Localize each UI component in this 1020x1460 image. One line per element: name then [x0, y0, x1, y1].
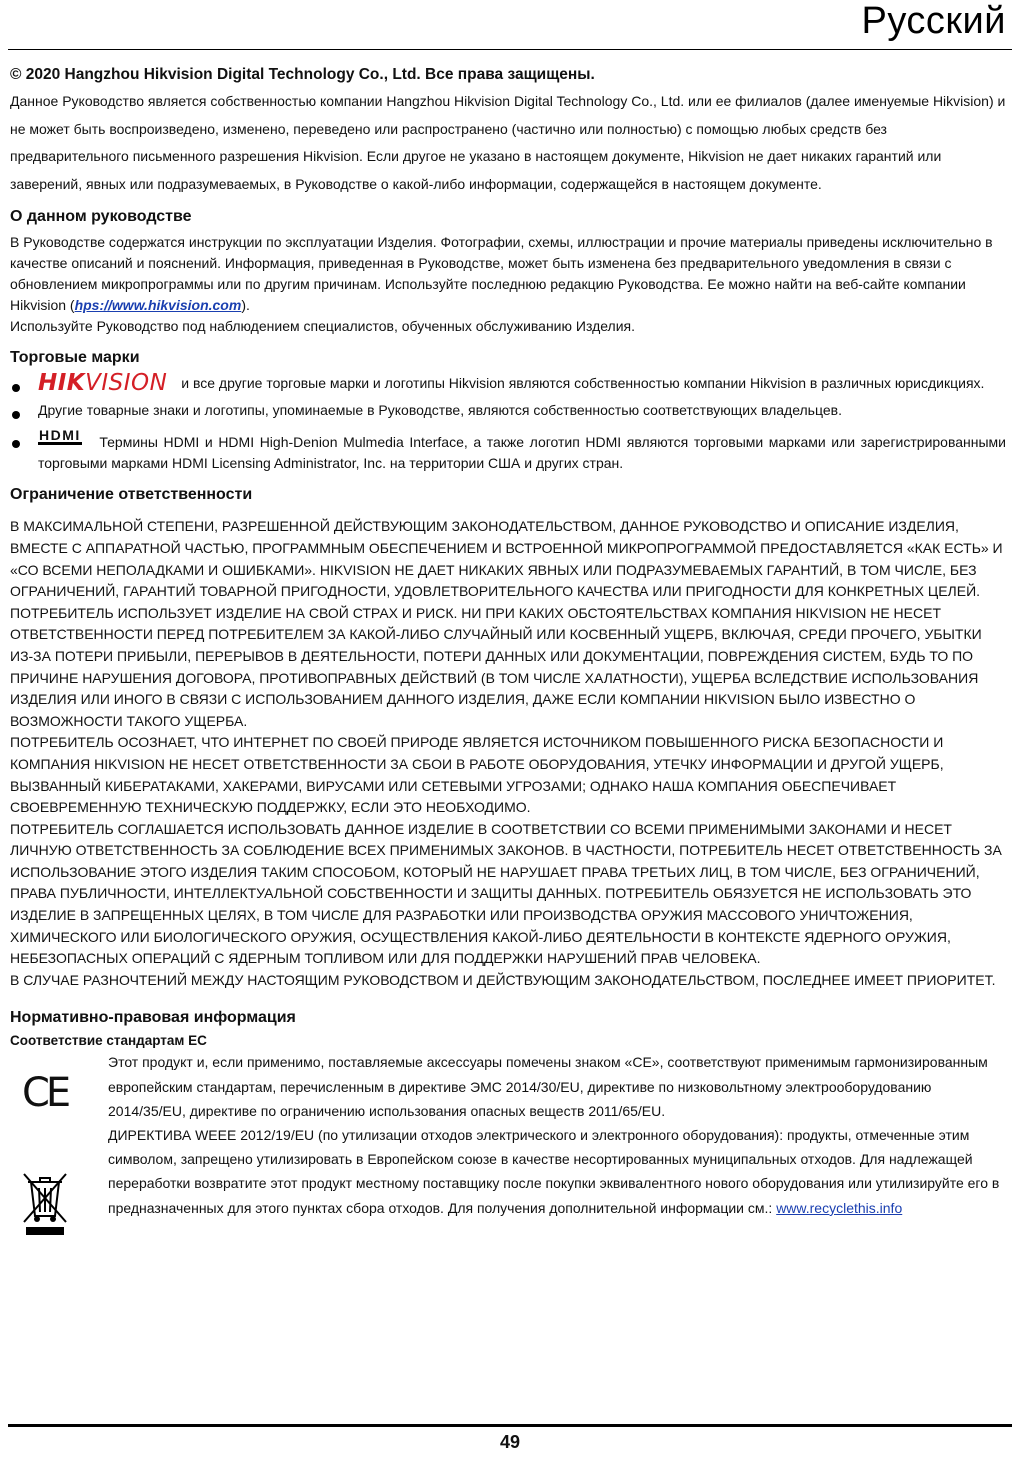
regulatory-subtitle: Соответствие стандартам ЕС	[10, 1033, 207, 1049]
recyclethis-link[interactable]: www.recyclethis.info	[776, 1199, 903, 1216]
weee-text	[108, 1123, 1006, 1220]
trademarks-list	[10, 370, 1006, 474]
trademark-item-text: и все другие торговые марки и логотипы Hikvision являются собственностью компании Hikvision в различных юрисдикциях.	[181, 375, 985, 392]
ce-mark-icon: CE	[22, 1070, 68, 1117]
bottom-rule	[8, 1424, 1012, 1427]
weee-bin-icon	[22, 1170, 68, 1241]
page-content	[10, 66, 1006, 1220]
trademark-item-hdmi	[10, 429, 1006, 474]
about-text-end: ).	[241, 297, 250, 314]
about-title: О данном руководстве	[10, 208, 192, 226]
language-header: Русский	[861, 0, 1006, 42]
disclaimer-paragraph: ПОТРЕБИТЕЛЬ ОСОЗНАЕТ, ЧТО ИНТЕРНЕТ ПО СВОЕЙ ПРИРОДЕ ЯВЛЯЕТСЯ ИСТОЧНИКОМ ПОВЫШЕННОГО РИСКА БЕЗОПАСНОСТИ И КОМПАНИЯ HIKVISION НЕ НЕСЕТ ОТВЕТСТВЕННОСТИ ЗА СБОИ В РАБОТЕ ОБОРУДОВАНИЯ, УТЕЧКУ ИНФОРМАЦИИ И ДРУГОЙ УЩЕРБ, ВЫЗВАННЫЙ КИБЕРАТАКАМИ, ХАКЕРАМИ, ВИРУСАМИ ИЛИ СЕТЕВЫМИ УГРОЗАМИ; ОДНАКО НАША КОМПАНИЯ ОБЕСПЕЧИВАЕТ СВОЕВРЕМЕННУЮ ТЕХНИЧЕСКУЮ ПОДДЕРЖКУ, ЕСЛИ ЭТО НЕОБХОДИМО.	[10, 734, 944, 816]
page-number: 49	[499, 1432, 521, 1452]
copyright-title: © 2020 Hangzhou Hikvision Digital Technology Co., Ltd. Все права защищены.	[10, 66, 595, 83]
trademarks-title: Торговые марки	[10, 349, 140, 367]
top-rule	[8, 49, 1012, 50]
trademark-item-hikvision	[10, 370, 1006, 397]
hikvision-logo: HIKVISION	[38, 370, 168, 397]
regulatory-title: Нормативно-правовая информация	[10, 1009, 296, 1027]
hikvision-link[interactable]: hps://www.hikvision.com	[74, 297, 242, 314]
disclaimer-title: Ограничение ответственности	[10, 486, 253, 504]
disclaimer-paragraph: ПОТРЕБИТЕЛЬ СОГЛАШАЕТСЯ ИСПОЛЬЗОВАТЬ ДАННОЕ ИЗДЕЛИЕ В СООТВЕТСТВИИ СО ВСЕМИ ПРИМЕНИМЫМИ ЗАКОНАМИ И НЕСЕТ ЛИЧНУЮ ОТВЕТСТВЕННОСТЬ ЗА СОБЛЮДЕНИЕ ВСЕХ ПРИМЕНИМЫХ ЗАКОНОВ. В ЧАСТНОСТИ, ПОТРЕБИТЕЛЬ НЕСЕТ ОТВЕТСТВЕННОСТЬ ЗА ИСПОЛЬЗОВАНИЕ ЭТОГО ИЗДЕЛИЯ ТАКИМ СПОСОБОМ, КОТОРЫЙ НЕ НАРУШАЕТ ПРАВА ТРЕТЬИХ ЛИЦ, В ТОМ ЧИСЛЕ, БЕЗ ОГРАНИЧЕНИЙ, ПРАВА ПУБЛИЧНОСТИ, ИНТЕЛЛЕКТУАЛЬНОЙ СОБСТВЕННОСТИ И ЗАЩИТЫ ДАННЫХ. ПОТРЕБИТЕЛЬ ОБЯЗУЕТСЯ НЕ ИСПОЛЬЗОВАТЬ ЭТО ИЗДЕЛИЕ В ЗАПРЕЩЕННЫХ ЦЕЛЯХ, В ТОМ ЧИСЛЕ ДЛЯ РАЗРАБОТКИ ИЛИ ПРОИЗВОДСТВА ОРУЖИЯ МАССОВОГО УНИЧТОЖЕНИЯ, ХИМИЧЕСКОГО ИЛИ БИОЛОГИЧЕСКОГО ОРУЖИЯ, ОСУЩЕСТВЛЕНИЯ КАКОЙ-ЛИБО ДЕЯТЕЛЬНОСТИ В КОНТЕКСТЕ ЯДЕРНОГО ОРУЖИЯ, НЕБЕЗОПАСНЫХ ОПЕРАЦИЙ С ЯДЕРНЫМ ТОПЛИВОМ ИЛИ ДЛЯ ПОДДЕРЖКИ НАРУШЕНИЙ ПРАВ ЧЕЛОВЕКА.	[10, 820, 1002, 967]
about-text: В Руководстве содержатся инструкции по эксплуатации Изделия. Фотографии, схемы, иллюстрации и прочие материалы приведены исключительно в качестве описаний и пояснений. Информация, приведенная в Руководстве, может быть изменена без предварительного уведомления в связи с обновлением микропрограммы или по другим причинам. Используйте последнюю редакцию Руководства. Ее можно найти на веб-сайте компании Hikvision (	[10, 234, 993, 314]
disclaimer-paragraph: В СЛУЧАЕ РАЗНОЧТЕНИЙ МЕЖДУ НАСТОЯЩИМ РУКОВОДСТВОМ И ДЕЙСТВУЮЩИМ ЗАКОНОДАТЕЛЬСТВОМ, ПОСЛЕДНЕЕ ИМЕЕТ ПРИОРИТЕТ.	[10, 971, 996, 988]
regulatory-block	[10, 1050, 1006, 1219]
ce-compliance-text: Этот продукт и, если применимо, поставляемые аксессуары помечены знаком «CE», соответствуют применимым гармонизированным европейским стандартам, перечисленным в директиве ЭМС 2014/30/EU, директиве по низковольтному электрооборудованию 2014/35/EU, директиве по ограничению использования опасных веществ 2011/65/EU.	[108, 1054, 988, 1119]
about-body	[10, 232, 1006, 337]
trademark-item-text: Другие товарные знаки и логотипы, упоминаемые в Руководстве, являются собственностью соответствующих владельцев.	[38, 402, 842, 419]
trademark-item-others	[10, 400, 1006, 421]
weee-text-body: ДИРЕКТИВА WEEE 2012/19/EU (по утилизации отходов электрического и электронного оборудования): продукты, отмеченные этим символом, запрещено утилизировать в Европейском союзе в качестве несортированных муниципальных отходов. Для надлежащей переработки возвратите этот продукт местному поставщику после покупки эквивалентного нового оборудования или утилизируйте его в предназначенных для этого пунктах сбора отходов. Для получения дополнительной информации см.:	[108, 1127, 1000, 1216]
copyright-body: Данное Руководство является собственностью компании Hangzhou Hikvision Digital Technology Co., Ltd. или ее филиалов (далее именуемые Hikvision) и не может быть воспроизведено, изменено, переведено или распространено (частично или полностью) с помощью любых средств без предварительного письменного разрешения Hikvision. Если другое не указано в настоящем документе, Hikvision не дает никаких гарантий или заверений, явных или подразумеваемых, в Руководстве о какой-либо информации, содержащейся в настоящем документе.	[10, 93, 1006, 192]
about-text-line2: Используйте Руководство под наблюдением специалистов, обученных обслуживанию Изделия.	[10, 318, 636, 335]
disclaimer-paragraph: В МАКСИМАЛЬНОЙ СТЕПЕНИ, РАЗРЕШЕННОЙ ДЕЙСТВУЮЩИМ ЗАКОНОДАТЕЛЬСТВОМ, ДАННОЕ РУКОВОДСТВО И ОПИСАНИЕ ИЗДЕЛИЯ, ВМЕСТЕ С АППАРАТНОЙ ЧАСТЬЮ, ПРОГРАММНЫМ ОБЕСПЕЧЕНИЕМ И ВСТРОЕННОЙ МИКРОПРОГРАММОЙ ПРЕДОСТАВЛЯЕТСЯ «КАК ЕСТЬ» И «СО ВСЕМИ НЕПОЛАДКАМИ И ОШИБКАМИ». HIKVISION НЕ ДАЕТ НИКАКИХ ЯВНЫХ ИЛИ ПОДРАЗУМЕВАЕМЫХ ГАРАНТИЙ, В ТОМ ЧИСЛЕ, БЕЗ ОГРАНИЧЕНИЙ, ГАРАНТИЙ ТОВАРНОЙ ПРИГОДНОСТИ, УДОВЛЕТВОРИТЕЛЬНОГО КАЧЕСТВА ИЛИ ПРИГОДНОСТИ ДЛЯ КОНКРЕТНЫХ ЦЕЛЕЙ. ПОТРЕБИТЕЛЬ ИСПОЛЬЗУЕТ ИЗДЕЛИЕ НА СВОЙ СТРАХ И РИСК. НИ ПРИ КАКИХ ОБСТОЯТЕЛЬСТВАХ КОМПАНИЯ HIKVISION НЕ НЕСЕТ ОТВЕТСТВЕННОСТИ ПЕРЕД ПОТРЕБИТЕЛЕМ ЗА КАКОЙ-ЛИБО СЛУЧАЙНЫЙ ИЛИ КОСВЕННЫЙ УЩЕРБ, ВКЛЮЧАЯ, СРЕДИ ПРОЧЕГО, УБЫТКИ ИЗ-ЗА ПОТЕРИ ПРИБЫЛИ, ПЕРЕРЫВОВ В ДЕЯТЕЛЬНОСТИ, ПОТЕРИ ДАННЫХ ИЛИ ДОКУМЕНТАЦИИ, ПОВРЕЖДЕНИЯ СИСТЕМ, БУДЬ ТО ПО ПРИЧИНЕ НАРУШЕНИЯ ДОГОВОРА, ПРОТИВОПРАВНЫХ ДЕЙСТВИЙ (В ТОМ ЧИСЛЕ ХАЛАТНОСТИ), УЩЕРБА ВСЛЕДСТВИЕ ИСПОЛЬЗОВАНИЯ ИЗДЕЛИЯ ИЛИ ИНОГО В СВЯЗИ С ИСПОЛЬЗОВАНИЕМ ДАННОГО ИЗДЕЛИЯ, ДАЖЕ ЕСЛИ КОМПАНИИ HIKVISION БЫЛО ИЗВЕСТНО О ВОЗМОЖНОСТИ ТАКОГО УЩЕРБА.	[10, 518, 1003, 729]
trademark-item-text: Термины HDMI и HDMI High-Denion Mulmedia Interface, а также логотип HDMI являются торговыми марками или зарегистрированными торговыми марками HDMI Licensing Administrator, Inc. на территории США и других стран.	[38, 434, 1006, 472]
hdmi-logo: HDMI	[39, 427, 81, 444]
